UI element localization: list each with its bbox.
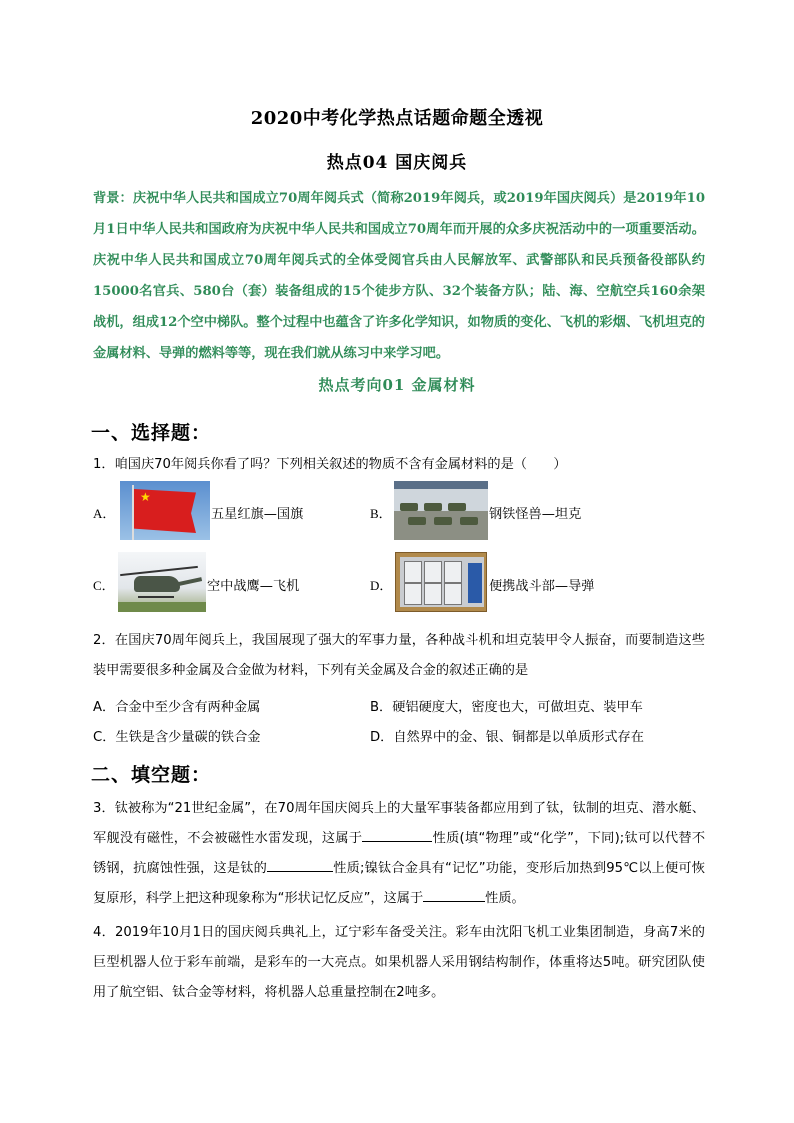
q3-blank-2[interactable]: [267, 857, 333, 872]
question-2-stem: 2．在国庆70周年阅兵上，我国展现了强大的军事力量，各种战斗机和坦克装甲令人振奋，而要制造这些装甲需要很多种金属及合金做为材料，下列有关金属及合金的叙述正确的是: [93, 633, 705, 678]
option-a-letter: A．: [93, 506, 116, 521]
option-d-text: 便携战斗部—导弹: [489, 579, 595, 594]
q2-option-d: D．自然界中的金、银、铜都是以单质形式存在: [370, 730, 644, 745]
q2-option-b: B．硬铝硬度大，密度也大，可做坦克、装甲车: [370, 700, 643, 715]
flag-image: ★: [120, 481, 210, 540]
option-c-letter: C．: [93, 578, 115, 593]
heading-choice: 一、选择题：: [91, 422, 212, 444]
q2-option-c: C．生铁是含少量碳的铁合金: [93, 730, 261, 745]
topic-subtitle: 热点04 国庆阅兵: [326, 153, 468, 173]
section-title: 热点考向01 金属材料: [318, 376, 476, 394]
missile-image: [395, 552, 487, 612]
helicopter-image: [118, 552, 206, 612]
option-a-text: 五星红旗—国旗: [211, 507, 304, 522]
option-b-text: 钢铁怪兽—坦克: [489, 507, 582, 522]
option-b-letter: B．: [370, 506, 392, 521]
question-3: [93, 794, 705, 914]
option-c-text: 空中战鹰—飞机: [207, 579, 300, 594]
option-d-letter: D．: [370, 578, 393, 593]
q3-part-2: 性质(填“物理”或“化学”，下同);钛可以代替不锈钢，抗腐蚀性强，这是钛的: [93, 831, 706, 876]
document-title: 2020中考化学热点话题命题全透视: [250, 108, 544, 129]
q3-blank-1[interactable]: [362, 827, 432, 842]
question-1-stem: 1．咱国庆70年阅兵你看了吗？下列相关叙述的物质不含有金属材料的是（ ）: [93, 457, 567, 472]
q3-blank-3[interactable]: [423, 887, 485, 902]
q2-option-a: A．合金中至少含有两种金属: [93, 700, 261, 715]
question-4: 4．2019年10月1日的国庆阅兵典礼上，辽宁彩车备受关注。彩车由沈阳飞机工业集团制造，身高7米的巨型机器人位于彩车前端，是彩车的一大亮点。如果机器人采用钢结构制作，体重将达5吨。研究团队使用了航空铝、钛合金等材料，将机器人总重量控制在2吨多。: [93, 925, 705, 1000]
background-paragraph: 背景：庆祝中华人民共和国成立70周年阅兵式（简称2019年阅兵，或2019年国庆阅兵）是2019年10月1日中华人民共和国政府为庆祝中华人民共和国成立70周年而开展的众多庆祝活动中的一项重要活动。庆祝中华人民共和国成立70周年阅兵式的全体受阅官兵由人民解放军、武警部队和民兵预备役部队约15000名官兵、580台（套）装备组成的15个徒步方队、32个装备方队；陆、海、空航空兵160余架战机，组成12个空中梯队。整个过程中也蕴含了许多化学知识，如物质的变化、飞机的彩烟、飞机坦克的金属材料、导弹的燃料等等，现在我们就从练习中来学习吧。: [93, 191, 705, 361]
tank-image: [394, 481, 488, 540]
heading-fill: 二、填空题：: [91, 764, 212, 786]
q3-part-4: 性质。: [485, 891, 525, 906]
q3-part-3: 性质;镍钛合金具有“记忆”功能，变形后加热到95℃以上便可恢复原形，科学上把这种现象称为“形状记忆反应”，这属于: [93, 861, 705, 906]
q3-part-1: 3．钛被称为“21世纪金属”，在70周年国庆阅兵上的大量军事装备都应用到了钛，钛制的坦克、潜水艇、军舰没有磁性，不会被磁性水雷发现，这属于: [93, 801, 705, 846]
